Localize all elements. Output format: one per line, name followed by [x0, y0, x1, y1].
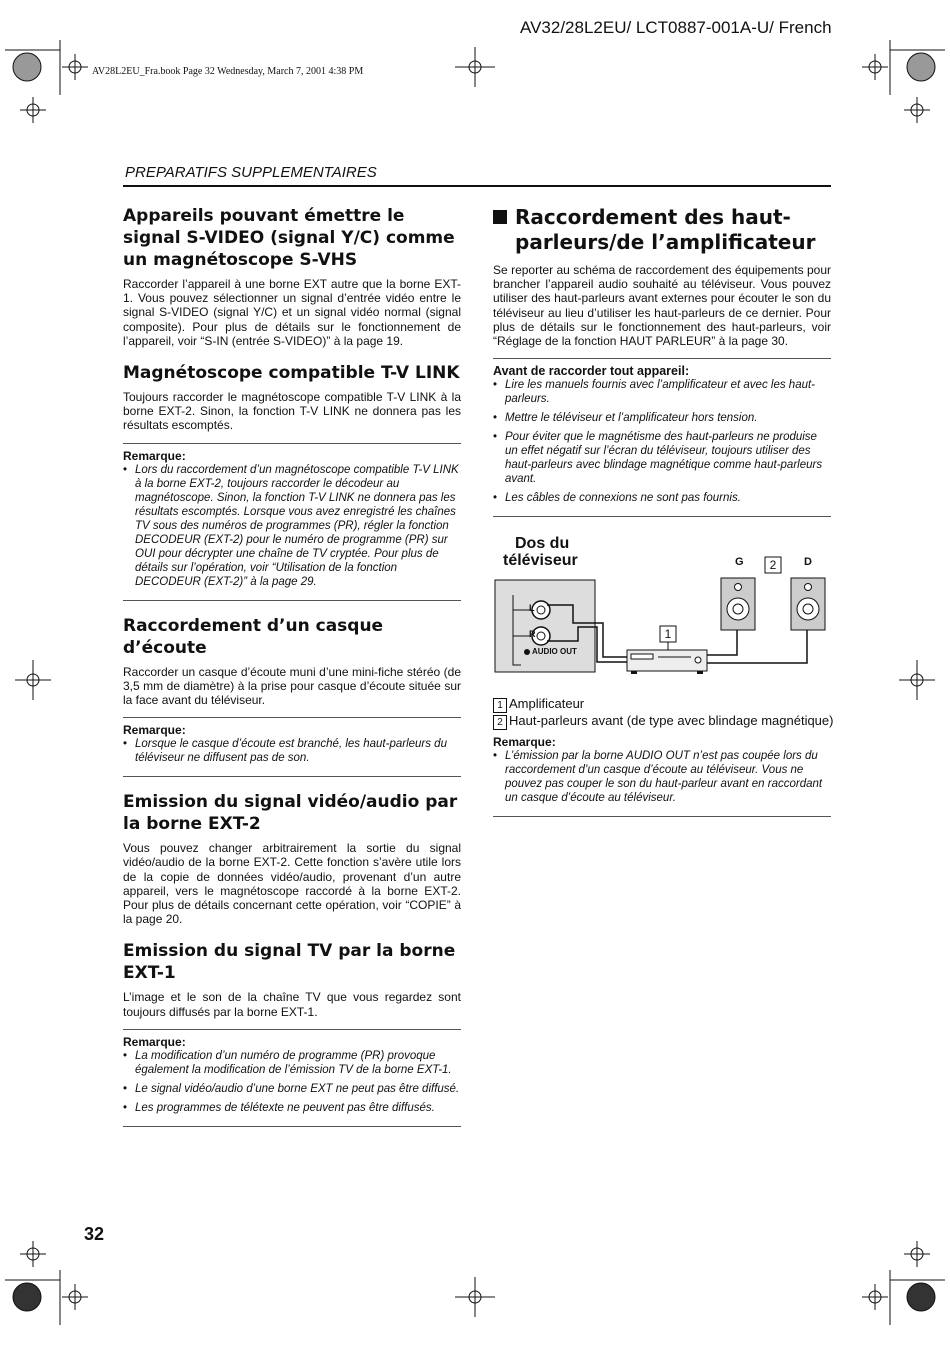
remark-title: Remarque:	[493, 735, 556, 749]
heading-speakers-text: Raccordement des haut-parleurs/de l’amplificateur	[515, 205, 816, 254]
caption-speakers	[493, 713, 833, 730]
left-column	[123, 205, 461, 1141]
right-column	[493, 205, 831, 531]
remark-tvlink	[123, 443, 461, 601]
heading-speakers	[493, 205, 831, 255]
list-item: • Mettre le téléviseur et l’amplificateur hors tension.	[493, 411, 831, 425]
heading-ext2: Emission du signal vidéo/audio par la borne EXT-2	[123, 792, 458, 835]
caption-amplifier	[493, 696, 833, 713]
list-item: • Lire les manuels fournis avec l’amplificateur et avec les haut-parleurs.	[493, 378, 831, 406]
heading-ext1: Emission du signal TV par la borne EXT-1	[123, 941, 456, 984]
callout-2: 2	[769, 558, 777, 572]
list-item: • Pour éviter que le magnétisme des haut-parleurs ne produise un effet négatif sur l’écran du téléviseur, toujours utiliser des haut-parleurs avec blindage magnétique comme haut-parleurs avant.	[493, 430, 831, 486]
remark-title: Remarque:	[123, 723, 186, 738]
list-item: • Lorsque le casque d’écoute est branché, les haut-parleurs du téléviseur ne diffusent pas de son.	[123, 737, 461, 765]
label-left-speaker: G	[735, 556, 744, 568]
heading-tvlink: Magnétoscope compatible T-V LINK	[123, 363, 460, 384]
before-connecting	[493, 358, 831, 517]
doc-code: AV32/28L2EU/ LCT0887-001A-U/ French	[520, 18, 832, 37]
remark-title: Remarque:	[123, 1034, 186, 1049]
section-title: PREPARATIFS SUPPLEMENTAIRES	[125, 164, 377, 181]
page-number: 32	[84, 1224, 105, 1244]
body-speakers: Se reporter au schéma de raccordement des équipements pour brancher l’appareil audio souhaité au téléviseur. Vous pouvez utiliser des haut-parleurs avant externes pour écouter le son du téléviseur au lieu d’utiliser les haut-parleurs de ce dernier. Pour plus de détails sur le fonctionnement des haut-parleurs, voir “Réglage de la fonction HAUT PARLEUR” à la page 30.	[493, 263, 831, 349]
label-audio-out: AUDIO OUT	[532, 647, 577, 656]
diagram-drawing	[493, 535, 833, 685]
section-rule	[123, 185, 831, 187]
caption-text: Amplificateur	[509, 696, 585, 711]
label-l: L	[529, 603, 535, 613]
heading-headphones: Raccordement d’un casque d’écoute	[123, 615, 384, 658]
body-svideo: Raccorder l’appareil à une borne EXT autre que la borne EXT-1. Vous pouvez sélectionner un signal d’entrée vidéo entre le signal S-VIDEO (signal Y/C) et un signal vidéo normal (signal composite). Pour plus de détails sur le fonctionnement de l’appareil, voir “S-IN (entrée S-VIDEO)” à la page 19.	[123, 277, 461, 348]
body-headphones: Raccorder un casque d’écoute muni d’une mini-fiche stéréo (de 3,5 mm de diamètre) à la prise pour casque d’écoute située sur la face avant du téléviseur.	[123, 664, 461, 708]
square-bullet-icon	[493, 210, 507, 224]
remark-headphones	[123, 717, 461, 777]
remark-audio-out	[493, 730, 831, 817]
body-ext2: Vous pouvez changer arbitrairement la sortie du signal vidéo/audio de la borne EXT-2. Cette fonction s’avère utile lors de la copie de données vidéo/audio, provenant d’un autre appareil, vers le magnétoscope raccordé à la borne EXT-2. Pour plus de détails concernant cette opération, voir “COPIE” à la page 20.	[123, 841, 461, 927]
remark-title: Remarque:	[123, 448, 186, 463]
list-item: • L’émission par la borne AUDIO OUT n’est pas coupée lors du raccordement d’un casque d’écoute au téléviseur. Vous ne pouvez pas couper le son du haut-parleur avant en raccordant un casque d’écoute au téléviseur.	[493, 749, 831, 805]
heading-svideo: Appareils pouvant émettre le signal S-VIDEO (signal Y/C) comme un magnétoscope S-VHS	[123, 206, 455, 270]
label-right-speaker: D	[804, 556, 812, 568]
list-item: • Lors du raccordement d’un magnétoscope compatible T-V LINK à la borne EXT-2, toujours raccorder le décodeur au magnétoscope. Sinon, la fonction T-V LINK ne donnera pas les résultats escomptés. Lorsque vous avez enregistré les chaînes TV sous des numéros de programmes (PR), régler la fonction DECODEUR (EXT-2) pour le numéro de programme (PR) sur OUI pour décrypter une chaîne de TV cryptée. Pour plus de détails sur l’opération, voir “Utilisation de la fonction DECODEUR (EXT-2)” à la page 29.	[123, 463, 461, 589]
callout-1: 1	[664, 627, 672, 641]
list-item: • Les programmes de télétexte ne peuvent pas être diffusés.	[123, 1101, 461, 1115]
body-tvlink: Toujours raccorder le magnétoscope compatible T-V LINK à la borne EXT-2. Sinon, la fonction T-V LINK ne donnera pas les résultats escomptés.	[123, 390, 461, 433]
book-line: AV28L2EU_Fra.book Page 32 Wednesday, March 7, 2001 4:38 PM	[92, 66, 364, 77]
caption-number: 1	[493, 698, 507, 713]
list-item: • Le signal vidéo/audio d’une borne EXT ne peut pas être diffusé.	[123, 1082, 461, 1096]
label-r: R	[529, 629, 536, 639]
remark-ext1	[123, 1029, 461, 1127]
tv-label-line1: Dos du	[515, 535, 570, 552]
body-ext1: L’image et le son de la chaîne TV que vous regardez sont toujours diffusés par la borne EXT-1.	[123, 990, 461, 1019]
diagram-captions	[493, 696, 833, 730]
before-title: Avant de raccorder tout appareil:	[493, 364, 690, 379]
caption-text: Haut-parleurs avant (de type avec blindage magnétique)	[509, 713, 834, 728]
caption-number: 2	[493, 715, 507, 730]
tv-label-line2: téléviseur	[503, 552, 578, 569]
connection-diagram	[493, 535, 833, 685]
list-item: • Les câbles de connexions ne sont pas fournis.	[493, 491, 831, 505]
list-item: • La modification d’un numéro de programme (PR) provoque également la modification de l’émission TV de la borne EXT-1.	[123, 1049, 461, 1077]
